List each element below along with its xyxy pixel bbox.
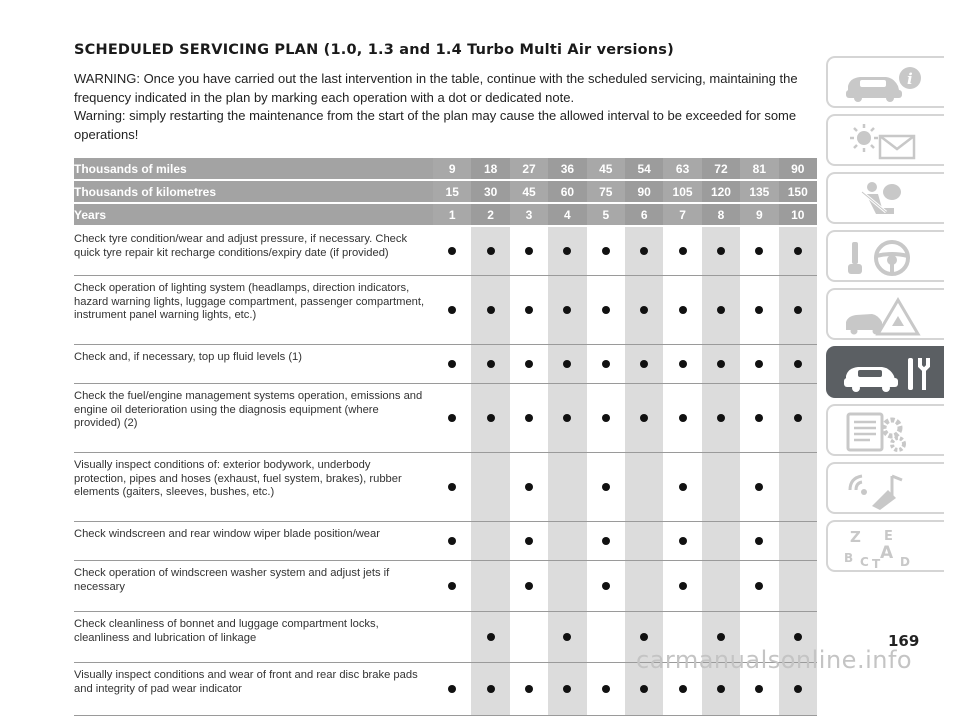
header-interval-value: 10 <box>779 203 817 226</box>
header-interval-value: 15 <box>433 180 471 203</box>
page-title: SCHEDULED SERVICING PLAN (1.0, 1.3 and 1.4 Turbo Multi Air versions) <box>74 42 674 58</box>
service-dot-icon <box>487 247 495 255</box>
operation-description: Check the fuel/engine management systems operation, emissions and engine oil deterioration using the diagnosis equipment (where provided) (2) <box>74 384 433 453</box>
service-dot-icon <box>717 306 725 314</box>
service-dot-icon <box>525 582 533 590</box>
interval-cell <box>779 384 817 453</box>
interval-cell <box>779 226 817 276</box>
service-dot-icon <box>717 247 725 255</box>
header-label: Thousands of kilometres <box>74 180 433 203</box>
header-interval-value: 1 <box>433 203 471 226</box>
header-interval-value: 8 <box>702 203 740 226</box>
service-dot-icon <box>487 685 495 693</box>
operation-description: Check cleanliness of bonnet and luggage compartment locks, cleanliness and lubrication of linkage <box>74 612 433 663</box>
emergency-breakdown-icon <box>842 296 932 336</box>
interval-cell <box>471 276 509 345</box>
service-dot-icon <box>794 685 802 693</box>
interval-cell <box>471 522 509 561</box>
service-dot-icon <box>563 360 571 368</box>
service-dot-icon <box>679 414 687 422</box>
interval-cell <box>433 612 471 663</box>
tab-multimedia[interactable] <box>826 462 944 514</box>
interval-cell <box>740 522 778 561</box>
interval-cell <box>471 345 509 384</box>
interval-cell <box>663 561 701 612</box>
interval-cell <box>548 345 586 384</box>
interval-cell <box>510 663 548 716</box>
interval-cell <box>548 276 586 345</box>
car-maintenance-icon <box>842 354 932 394</box>
service-dot-icon <box>525 537 533 545</box>
index-icon <box>842 528 932 568</box>
service-dot-icon <box>794 414 802 422</box>
interval-cell <box>587 345 625 384</box>
service-dot-icon <box>448 360 456 368</box>
header-interval-value: 60 <box>548 180 586 203</box>
svg-text:A: A <box>880 543 894 563</box>
interval-cell <box>433 522 471 561</box>
service-dot-icon <box>525 414 533 422</box>
interval-cell <box>548 522 586 561</box>
service-dot-icon <box>755 685 763 693</box>
header-row <box>74 158 817 180</box>
interval-cell <box>433 345 471 384</box>
interval-cell <box>663 345 701 384</box>
tab-servicing-maintenance[interactable] <box>826 346 944 398</box>
tab-index[interactable] <box>826 520 944 572</box>
interval-cell <box>587 522 625 561</box>
service-dot-icon <box>679 582 687 590</box>
interval-cell <box>625 276 663 345</box>
interval-cell <box>740 276 778 345</box>
interval-cell <box>625 226 663 276</box>
interval-cell <box>779 453 817 522</box>
svg-text:C: C <box>860 555 869 568</box>
service-dot-icon <box>563 633 571 641</box>
header-interval-value: 150 <box>779 180 817 203</box>
table-row <box>74 561 817 612</box>
service-dot-icon <box>679 360 687 368</box>
interval-cell <box>471 663 509 716</box>
airbag-safety-icon <box>842 180 932 220</box>
service-dot-icon <box>640 306 648 314</box>
interval-cell <box>779 522 817 561</box>
interval-cell <box>702 453 740 522</box>
interval-cell <box>702 276 740 345</box>
service-dot-icon <box>448 483 456 491</box>
interval-cell <box>587 453 625 522</box>
svg-text:i: i <box>907 70 913 88</box>
interval-cell <box>510 522 548 561</box>
interval-cell <box>471 561 509 612</box>
interval-cell <box>510 345 548 384</box>
multimedia-icon <box>842 470 932 510</box>
tab-starting-driving[interactable] <box>826 230 944 282</box>
interval-cell <box>663 384 701 453</box>
interval-cell <box>587 226 625 276</box>
interval-cell <box>779 561 817 612</box>
tab-emergency[interactable] <box>826 288 944 340</box>
header-interval-value: 135 <box>740 180 778 203</box>
header-interval-value: 63 <box>663 158 701 180</box>
interval-cell <box>471 226 509 276</box>
svg-text:B: B <box>844 551 854 565</box>
operation-description: Visually inspect conditions and wear of front and rear disc brake pads and integrity of pad wear indicator <box>74 663 433 716</box>
table-row <box>74 276 817 345</box>
table-row <box>74 226 817 276</box>
interval-cell <box>702 561 740 612</box>
header-row <box>74 180 817 203</box>
watermark: carmanualsonline.info <box>636 646 913 674</box>
service-dot-icon <box>794 633 802 641</box>
operation-description: Visually inspect conditions of: exterior bodywork, underbody protection, pipes and hoses (exhaust, fuel system, brakes), rubber elements (gaiters, sleeves, bushes, etc.) <box>74 453 433 522</box>
tab-safety[interactable] <box>826 172 944 224</box>
header-interval-value: 105 <box>663 180 701 203</box>
header-interval-value: 72 <box>702 158 740 180</box>
table-row <box>74 453 817 522</box>
header-interval-value: 81 <box>740 158 778 180</box>
interval-cell <box>702 384 740 453</box>
service-dot-icon <box>755 414 763 422</box>
service-dot-icon <box>679 483 687 491</box>
header-interval-value: 9 <box>740 203 778 226</box>
interval-cell <box>510 384 548 453</box>
header-row <box>74 203 817 226</box>
interval-cell <box>587 276 625 345</box>
interval-cell <box>548 226 586 276</box>
interval-cell <box>625 522 663 561</box>
service-dot-icon <box>717 414 725 422</box>
service-dot-icon <box>525 685 533 693</box>
interval-cell <box>510 226 548 276</box>
interval-cell <box>663 522 701 561</box>
interval-cell <box>587 561 625 612</box>
header-interval-value: 45 <box>510 180 548 203</box>
table-row <box>74 384 817 453</box>
interval-cell <box>433 453 471 522</box>
warning-text: Warning: simply restarting the maintenance from the start of the plan may cause the allowed interval to be exceeded for some operations! <box>74 108 797 142</box>
service-dot-icon <box>717 685 725 693</box>
service-dot-icon <box>525 306 533 314</box>
service-dot-icon <box>448 685 456 693</box>
service-dot-icon <box>717 633 725 641</box>
service-dot-icon <box>602 537 610 545</box>
interval-cell <box>702 522 740 561</box>
operation-description: Check windscreen and rear window wiper blade position/wear <box>74 522 433 561</box>
service-dot-icon <box>640 360 648 368</box>
warning-block <box>74 70 814 144</box>
page-number: 169 <box>888 632 920 650</box>
service-dot-icon <box>563 306 571 314</box>
service-dot-icon <box>448 537 456 545</box>
service-dot-icon <box>602 306 610 314</box>
interval-cell <box>587 384 625 453</box>
interval-cell <box>510 612 548 663</box>
interval-cell <box>587 663 625 716</box>
service-dot-icon <box>640 685 648 693</box>
interval-cell <box>779 345 817 384</box>
interval-cell <box>740 453 778 522</box>
interval-cell <box>548 561 586 612</box>
operation-description: Check and, if necessary, top up fluid levels (1) <box>74 345 433 384</box>
header-interval-value: 27 <box>510 158 548 180</box>
table-row <box>74 345 817 384</box>
service-dot-icon <box>755 483 763 491</box>
header-interval-value: 2 <box>471 203 509 226</box>
service-dot-icon <box>755 537 763 545</box>
interval-cell <box>663 453 701 522</box>
header-interval-value: 4 <box>548 203 586 226</box>
service-dot-icon <box>602 414 610 422</box>
header-interval-value: 9 <box>433 158 471 180</box>
interval-cell <box>510 561 548 612</box>
svg-text:T: T <box>872 557 881 568</box>
table-row <box>74 522 817 561</box>
service-dot-icon <box>448 582 456 590</box>
service-dot-icon <box>602 483 610 491</box>
interval-cell <box>471 612 509 663</box>
header-interval-value: 18 <box>471 158 509 180</box>
tab-getting-to-know-car[interactable] <box>826 56 944 108</box>
service-dot-icon <box>640 414 648 422</box>
interval-cell <box>625 384 663 453</box>
interval-cell <box>548 384 586 453</box>
service-dot-icon <box>602 247 610 255</box>
header-interval-value: 54 <box>625 158 663 180</box>
service-dot-icon <box>755 306 763 314</box>
service-dot-icon <box>487 306 495 314</box>
interval-cell <box>779 276 817 345</box>
interval-cell <box>740 561 778 612</box>
interval-cell <box>740 345 778 384</box>
warning-text: WARNING: Once you have carried out the last intervention in the table, continue with the scheduled servicing, maintaining the frequency indicated in the plan by marking each operation with a dot or dedicated note. <box>74 71 798 105</box>
service-dot-icon <box>679 685 687 693</box>
service-dot-icon <box>563 414 571 422</box>
service-dot-icon <box>602 582 610 590</box>
service-dot-icon <box>717 360 725 368</box>
servicing-plan-table <box>74 158 817 716</box>
service-dot-icon <box>487 414 495 422</box>
header-interval-value: 90 <box>625 180 663 203</box>
service-dot-icon <box>448 247 456 255</box>
service-dot-icon <box>755 582 763 590</box>
header-interval-value: 7 <box>663 203 701 226</box>
service-dot-icon <box>679 247 687 255</box>
interval-cell <box>471 453 509 522</box>
warning-lights-message-icon <box>842 122 932 162</box>
operation-description: Check operation of lighting system (headlamps, direction indicators, hazard warning lights, luggage compartment, passenger compartment, instrument panel warning lights, etc.) <box>74 276 433 345</box>
header-label: Thousands of miles <box>74 158 433 180</box>
interval-cell <box>702 226 740 276</box>
chapter-sidebar <box>826 56 944 578</box>
interval-cell <box>433 561 471 612</box>
service-dot-icon <box>794 247 802 255</box>
service-dot-icon <box>525 483 533 491</box>
service-dot-icon <box>679 537 687 545</box>
header-interval-value: 75 <box>587 180 625 203</box>
service-dot-icon <box>448 414 456 422</box>
header-interval-value: 90 <box>779 158 817 180</box>
interval-cell <box>548 453 586 522</box>
service-dot-icon <box>794 306 802 314</box>
interval-cell <box>510 276 548 345</box>
service-dot-icon <box>563 247 571 255</box>
service-dot-icon <box>602 685 610 693</box>
svg-text:E: E <box>884 529 893 544</box>
interval-cell <box>433 276 471 345</box>
key-steering-wheel-icon <box>842 238 932 278</box>
header-interval-value: 3 <box>510 203 548 226</box>
service-dot-icon <box>602 360 610 368</box>
service-dot-icon <box>640 247 648 255</box>
interval-cell <box>625 561 663 612</box>
tab-technical-data[interactable] <box>826 404 944 456</box>
service-dot-icon <box>487 633 495 641</box>
header-label: Years <box>74 203 433 226</box>
service-dot-icon <box>487 360 495 368</box>
service-dot-icon <box>525 247 533 255</box>
interval-cell <box>548 612 586 663</box>
interval-cell <box>433 663 471 716</box>
technical-data-icon <box>842 412 932 452</box>
interval-cell <box>625 453 663 522</box>
service-dot-icon <box>755 247 763 255</box>
header-interval-value: 5 <box>587 203 625 226</box>
interval-cell <box>587 612 625 663</box>
header-interval-value: 36 <box>548 158 586 180</box>
svg-text:Z: Z <box>850 528 861 546</box>
service-dot-icon <box>563 685 571 693</box>
interval-cell <box>625 345 663 384</box>
service-dot-icon <box>755 360 763 368</box>
operation-description: Check operation of windscreen washer system and adjust jets if necessary <box>74 561 433 612</box>
interval-cell <box>663 226 701 276</box>
header-interval-value: 6 <box>625 203 663 226</box>
interval-cell <box>740 226 778 276</box>
service-dot-icon <box>794 360 802 368</box>
header-interval-value: 120 <box>702 180 740 203</box>
tab-warning-lights[interactable] <box>826 114 944 166</box>
interval-cell <box>548 663 586 716</box>
interval-cell <box>510 453 548 522</box>
service-dot-icon <box>448 306 456 314</box>
interval-cell <box>740 384 778 453</box>
service-dot-icon <box>640 633 648 641</box>
interval-cell <box>433 226 471 276</box>
car-info-icon <box>842 64 932 104</box>
service-dot-icon <box>679 306 687 314</box>
header-interval-value: 30 <box>471 180 509 203</box>
svg-text:D: D <box>900 555 910 568</box>
service-dot-icon <box>525 360 533 368</box>
operation-description: Check tyre condition/wear and adjust pressure, if necessary. Check quick tyre repair kit recharge conditions/expiry date (if provided) <box>74 226 433 276</box>
interval-cell <box>471 384 509 453</box>
interval-cell <box>663 276 701 345</box>
interval-cell <box>433 384 471 453</box>
interval-cell <box>702 345 740 384</box>
header-interval-value: 45 <box>587 158 625 180</box>
